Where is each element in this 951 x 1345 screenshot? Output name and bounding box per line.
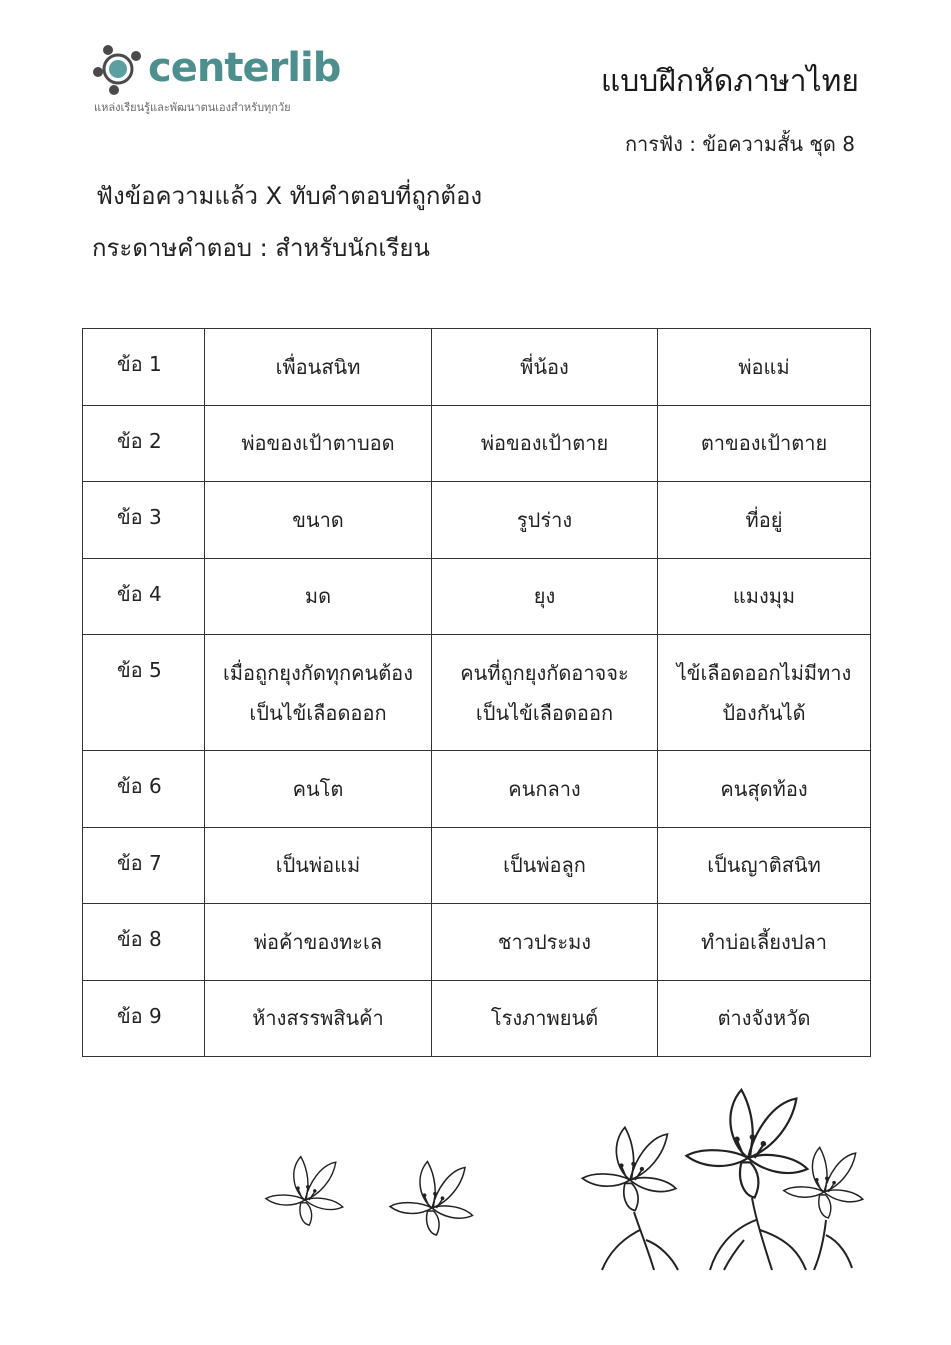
table-row	[83, 405, 871, 482]
answer-option-b[interactable]: คนกลาง	[432, 751, 658, 828]
table-row	[83, 635, 871, 751]
answer-line: เป็นไข้เลือดออก	[249, 700, 387, 725]
question-number: ข้อ 8	[83, 904, 205, 981]
answer-option-a[interactable]: พ่อของเป้าตาบอด	[205, 405, 432, 482]
answer-option-b[interactable]: ชาวประมง	[432, 904, 658, 981]
answer-option-b[interactable]	[432, 635, 658, 751]
answer-option-c[interactable]: พ่อแม่	[658, 329, 871, 406]
answer-option-b[interactable]: พ่อของเป้าตาย	[432, 405, 658, 482]
answer-option-b[interactable]: เป็นพ่อลูก	[432, 827, 658, 904]
answer-option-c[interactable]	[658, 635, 871, 751]
question-number: ข้อ 3	[83, 482, 205, 559]
question-number: ข้อ 5	[83, 635, 205, 751]
answer-option-c[interactable]: ที่อยู่	[658, 482, 871, 559]
table-row	[83, 751, 871, 828]
answer-option-a[interactable]: ห้างสรรพสินค้า	[205, 980, 432, 1057]
answer-line: เมื่อถูกยุงกัดทุกคนต้อง	[223, 660, 413, 685]
question-number: ข้อ 1	[83, 329, 205, 406]
document-subtitle: การฟัง : ข้อความสั้น ชุด 8	[624, 132, 855, 156]
document-title: แบบฝึกหัดภาษาไทย	[600, 64, 859, 99]
answer-option-a[interactable]: ขนาด	[205, 482, 432, 559]
answer-option-b[interactable]: โรงภาพยนต์	[432, 980, 658, 1057]
answer-option-a[interactable]	[205, 635, 432, 751]
answer-option-a[interactable]: มด	[205, 558, 432, 635]
answer-option-b[interactable]: ยุง	[432, 558, 658, 635]
answer-option-a[interactable]: คนโต	[205, 751, 432, 828]
answer-option-c[interactable]: ตาของเป้าตาย	[658, 405, 871, 482]
answer-option-c[interactable]: คนสุดท้อง	[658, 751, 871, 828]
answer-option-a[interactable]: เพื่อนสนิท	[205, 329, 432, 406]
question-number: ข้อ 2	[83, 405, 205, 482]
crocus-flowers-icon	[0, 1080, 951, 1280]
answer-table	[82, 328, 871, 1057]
answer-option-a[interactable]: พ่อค้าของทะเล	[205, 904, 432, 981]
answer-option-c[interactable]: ต่างจังหวัด	[658, 980, 871, 1057]
answer-line: ป้องกันได้	[722, 700, 806, 725]
answer-option-a[interactable]: เป็นพ่อแม่	[205, 827, 432, 904]
logo-tagline: แหล่งเรียนรู้และพัฒนาตนเองสำหรับทุกวัย	[94, 101, 291, 114]
question-number: ข้อ 4	[83, 558, 205, 635]
answer-option-b[interactable]: รูปร่าง	[432, 482, 658, 559]
table-row	[83, 558, 871, 635]
table-row	[83, 827, 871, 904]
centerlib-logo	[92, 40, 352, 115]
answer-line: คนที่ถูกยุงกัดอาจจะ	[460, 660, 629, 685]
answer-line: ไข้เลือดออกไม่มีทาง	[676, 660, 852, 685]
instruction-text: ฟังข้อความแล้ว X ทับคำตอบที่ถูกต้อง	[96, 182, 483, 210]
question-number: ข้อ 6	[83, 751, 205, 828]
answer-option-c[interactable]: เป็นญาติสนิท	[658, 827, 871, 904]
table-row	[83, 904, 871, 981]
table-row	[83, 482, 871, 559]
logo-wordmark: centerlib	[148, 45, 341, 91]
answer-option-c[interactable]: ทำบ่อเลี้ยงปลา	[658, 904, 871, 981]
answer-line: เป็นไข้เลือดออก	[475, 700, 614, 725]
question-number: ข้อ 9	[83, 980, 205, 1057]
table-row	[83, 329, 871, 406]
answer-option-b[interactable]: พี่น้อง	[432, 329, 658, 406]
molecule-logo-icon	[92, 42, 146, 96]
answer-option-c[interactable]: แมงมุม	[658, 558, 871, 635]
question-number: ข้อ 7	[83, 827, 205, 904]
table-row	[83, 980, 871, 1057]
answer-sheet-label: กระดาษคำตอบ : สำหรับนักเรียน	[92, 234, 430, 262]
